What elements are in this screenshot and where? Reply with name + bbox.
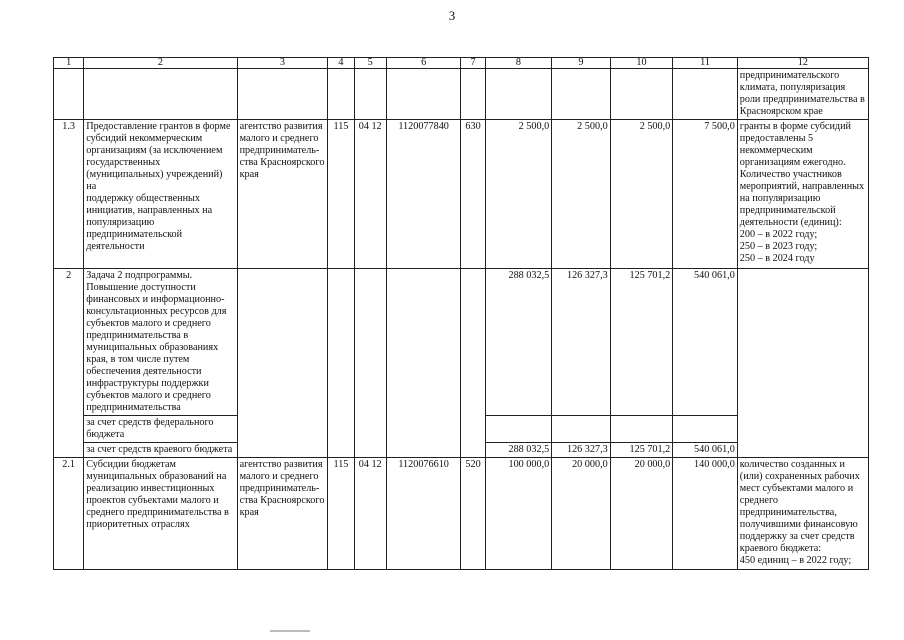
table-row-continuation	[54, 69, 869, 120]
cell	[552, 416, 611, 443]
amount-2023: 126 327,3	[552, 443, 611, 458]
cell	[461, 69, 485, 120]
page-number: 3	[448, 8, 456, 23]
result-cell: гранты в форме субсидий предоставлены 5 некоммерческим организациям ежегодно. Количество участников мероприятий, направленных на популяризацию предпринимательской деятельности (единиц): 200 – в 2022 году; 250 – в 2023 году; 250 – в 2024 году	[737, 120, 868, 269]
funding-source: за счет средств краевого бюджета	[84, 443, 237, 458]
amount-total: 7 500,0	[673, 120, 738, 269]
cell	[386, 69, 461, 120]
header-cell: 2	[84, 58, 237, 69]
row-number: 2.1	[54, 458, 84, 570]
amount-2024: 125 701,2	[610, 443, 673, 458]
amount-2022: 2 500,0	[485, 120, 552, 269]
cell	[237, 69, 328, 120]
administrator: агентство развития малого и среднего предприниматель- ства Красноярского края	[237, 120, 328, 269]
cell	[552, 69, 611, 120]
cell	[673, 69, 738, 120]
amount-total: 140 000,0	[673, 458, 738, 570]
cell	[673, 416, 738, 443]
administrator: агентство развития малого и среднего предприниматель- ства Красноярского края	[237, 458, 328, 570]
cell	[328, 69, 354, 120]
cell	[237, 269, 328, 458]
header-cell: 1	[54, 58, 84, 69]
header-cell: 4	[328, 58, 354, 69]
amount-2022: 288 032,5	[485, 269, 552, 416]
cell	[461, 269, 485, 458]
amount-2023: 20 000,0	[552, 458, 611, 570]
cell	[485, 69, 552, 120]
signature-mark	[270, 630, 310, 632]
header-cell: 8	[485, 58, 552, 69]
amount-total: 540 061,0	[673, 269, 738, 416]
cell	[485, 416, 552, 443]
cell	[84, 69, 237, 120]
rzpr-code: 04 12	[354, 120, 386, 269]
table-row-2-1	[54, 458, 869, 570]
header-cell: 12	[737, 58, 868, 69]
table-row-2	[54, 269, 869, 416]
cell	[737, 269, 868, 458]
table-row-1-3	[54, 120, 869, 269]
measure-name: Субсидии бюджетам муниципальных образований на реализацию инвестиционных проектов субъектами малого и среднего предпринимательства в приоритетных отраслях	[84, 458, 237, 570]
cell	[386, 269, 461, 458]
vr-code: 630	[461, 120, 485, 269]
cell	[354, 69, 386, 120]
header-cell: 10	[610, 58, 673, 69]
amount-2022: 288 032,5	[485, 443, 552, 458]
cell	[354, 269, 386, 458]
header-cell: 3	[237, 58, 328, 69]
header-cell: 9	[552, 58, 611, 69]
row-number: 2	[54, 269, 84, 458]
cell	[610, 416, 673, 443]
csr-code: 1120077840	[386, 120, 461, 269]
amount-2024: 2 500,0	[610, 120, 673, 269]
amount-2024: 20 000,0	[610, 458, 673, 570]
funding-source: за счет средств федерального бюджета	[84, 416, 237, 443]
header-cell: 5	[354, 58, 386, 69]
cell	[610, 69, 673, 120]
task-name: Задача 2 подпрограммы. Повышение доступности финансовых и информационно- консультационных ресурсов для субъектов малого и среднего предпринимательства в муниципальных образованиях края, в том числе путем обеспечения деятельности инфраструктуры поддержки субъектов малого и среднего предпринимательства	[84, 269, 237, 416]
grbs-code: 115	[328, 458, 354, 570]
rzpr-code: 04 12	[354, 458, 386, 570]
amount-2024: 125 701,2	[610, 269, 673, 416]
row-number: 1.3	[54, 120, 84, 269]
result-cell: количество созданных и (или) сохраненных рабочих мест субъектами малого и среднего предпринимательства, получившими финансовую поддержку за счет средств краевого бюджета: 450 единиц – в 2022 году;	[737, 458, 868, 570]
measure-name: Предоставление грантов в форме субсидий некоммерческим организациям (за исключением государственных (муниципальных) учреждений) на поддержку общественных инициатив, направленных на популяризацию предпринимательской деятельности	[84, 120, 237, 269]
vr-code: 520	[461, 458, 485, 570]
header-cell: 6	[386, 58, 461, 69]
budget-table	[53, 57, 869, 570]
header-cell: 11	[673, 58, 738, 69]
amount-total: 540 061,0	[673, 443, 738, 458]
amount-2023: 2 500,0	[552, 120, 611, 269]
amount-2022: 100 000,0	[485, 458, 552, 570]
header-cell: 7	[461, 58, 485, 69]
csr-code: 1120076610	[386, 458, 461, 570]
cell	[328, 269, 354, 458]
cell	[54, 69, 84, 120]
amount-2023: 126 327,3	[552, 269, 611, 416]
result-cell: предпринимательского климата, популяризация роли предпринимательства в Красноярском крае	[737, 69, 868, 120]
header-row	[54, 58, 869, 69]
grbs-code: 115	[328, 120, 354, 269]
